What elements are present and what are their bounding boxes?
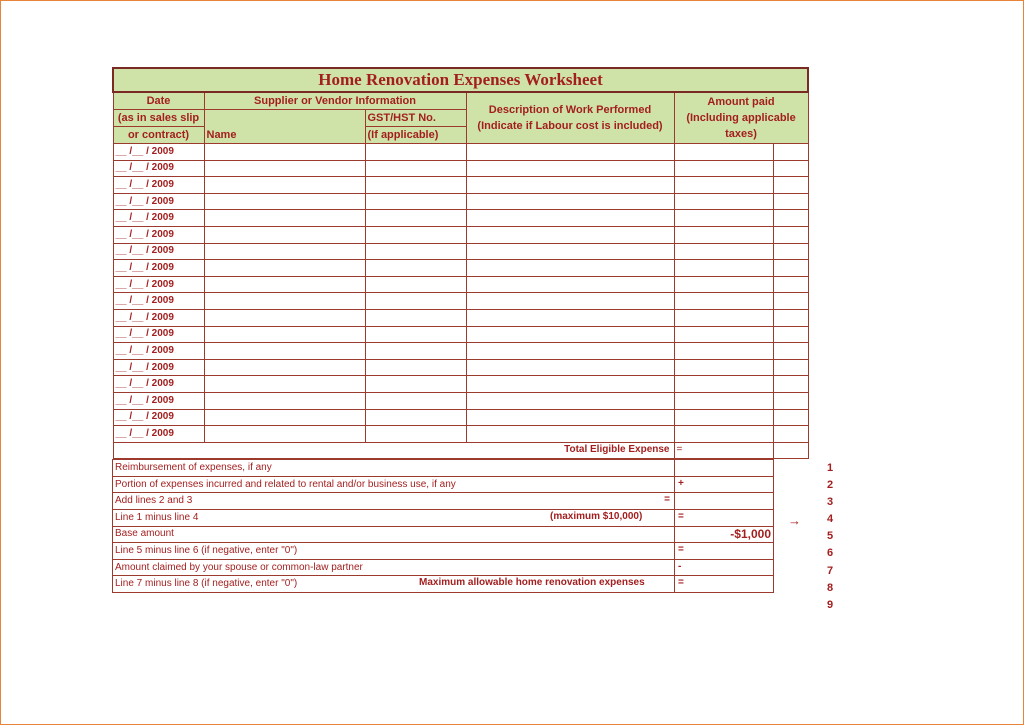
calc-line-value-cell[interactable] [675,510,774,527]
amount-extra-cell[interactable] [773,193,808,210]
table-row [113,426,808,443]
calc-line [113,526,774,543]
name-header-label: Name [206,129,237,141]
amount-extra-cell[interactable] [773,392,808,409]
line-numbers [822,460,838,614]
date-header-line3: or contract) [113,127,204,144]
table-row [113,160,808,177]
amount-extra-cell[interactable] [773,260,808,277]
description-cell[interactable] [466,426,674,443]
date-cell: __ /__ / 2009 [113,260,204,277]
amount-cell[interactable] [674,426,773,443]
calc-line-note: Maximum allowable home renovation expenses [419,577,645,589]
calc-line-label: Reimbursement of expenses, if any [115,462,272,474]
gst-cell[interactable] [365,210,466,227]
calc-line-label-cell [113,543,675,560]
gst-cell[interactable] [365,177,466,194]
calc-line-label: Line 1 minus line 4 [115,511,199,523]
description-cell[interactable] [466,309,674,326]
amount-cell[interactable] [674,193,773,210]
calc-line-label: Base amount [115,528,174,540]
expense-rows [113,144,808,443]
description-cell[interactable] [466,276,674,293]
amount-extra-cell[interactable] [773,326,808,343]
table-row [113,309,808,326]
table-row [113,326,808,343]
calc-line-label-cell [113,510,675,527]
amount-cell[interactable] [674,226,773,243]
gst-cell[interactable] [365,343,466,360]
table-row [113,392,808,409]
date-header-line2: (as in sales slip [113,110,204,127]
description-cell[interactable] [466,160,674,177]
date-cell: __ /__ / 2009 [113,276,204,293]
calc-line-label: Amount claimed by your spouse or common-law partner [115,561,363,573]
date-cell: __ /__ / 2009 [113,226,204,243]
expense-table [112,67,809,459]
gst-cell[interactable] [365,359,466,376]
line-number: 2 [826,479,834,492]
table-row [113,226,808,243]
date-cell: __ /__ / 2009 [113,309,204,326]
amount-cell[interactable] [674,293,773,310]
calc-line-note: = [664,494,670,506]
description-cell[interactable] [466,226,674,243]
description-cell[interactable] [466,144,674,161]
calc-line-label-cell [113,576,675,593]
amount-extra-cell[interactable] [773,160,808,177]
gst-cell[interactable] [365,243,466,260]
date-cell: __ /__ / 2009 [113,144,204,161]
calc-line-label-cell [113,460,675,477]
total-row [113,442,808,459]
calculation-table [112,459,774,593]
amount-extra-cell[interactable] [773,226,808,243]
total-label: Total Eligible Expense [113,442,674,459]
gst-cell[interactable] [365,409,466,426]
calc-line-label-cell [113,493,675,510]
calc-line [113,510,774,527]
table-row [113,260,808,277]
name-cell[interactable] [204,293,365,310]
calc-line [113,543,774,560]
calc-line-label-cell [113,526,675,543]
gst-header-line1: GST/HST No. [365,110,466,127]
calc-line-label: Add lines 2 and 3 [115,495,193,507]
date-cell: __ /__ / 2009 [113,376,204,393]
calc-line [113,460,774,477]
description-cell[interactable] [466,260,674,277]
line-number: 5 [826,530,834,543]
calc-line-label: Portion of expenses incurred and related to rental and/or business use, if any [115,478,456,490]
calc-line-note: (maximum $10,000) [550,511,643,523]
table-row [113,276,808,293]
name-cell[interactable] [204,144,365,161]
worksheet [112,67,807,593]
gst-cell[interactable] [365,193,466,210]
calc-line-operator: = [678,577,684,589]
date-cell: __ /__ / 2009 [113,210,204,227]
calc-line-label: Line 5 minus line 6 (if negative, enter "0") [115,545,298,557]
amount-extra-cell[interactable] [773,276,808,293]
calc-line-operator: + [678,477,684,489]
amount-header-line3: taxes) [725,128,757,140]
description-cell[interactable] [466,376,674,393]
description-cell[interactable] [466,243,674,260]
table-row [113,293,808,310]
calc-line-value-cell[interactable] [675,543,774,560]
calc-line-label-cell [113,476,675,493]
date-cell: __ /__ / 2009 [113,193,204,210]
calc-line-value-cell[interactable] [675,493,774,510]
amount-cell[interactable] [674,309,773,326]
name-cell[interactable] [204,359,365,376]
name-cell[interactable] [204,260,365,277]
table-row [113,210,808,227]
gst-cell[interactable] [365,260,466,277]
total-extra-cell[interactable] [773,442,808,459]
line-number: 1 [826,462,834,474]
arrow-icon: → [788,513,801,528]
name-cell[interactable] [204,193,365,210]
gst-cell[interactable] [365,276,466,293]
line-number: 6 [826,547,834,560]
calc-line-value-cell[interactable] [675,460,774,477]
amount-extra-cell[interactable] [773,144,808,161]
name-cell[interactable] [204,309,365,326]
description-header [466,92,674,144]
amount-header [674,92,808,144]
calc-line-value-cell[interactable] [675,526,774,543]
amount-extra-cell[interactable] [773,243,808,260]
amount-extra-cell[interactable] [773,293,808,310]
calc-line [113,576,774,593]
date-cell: __ /__ / 2009 [113,359,204,376]
name-cell[interactable] [204,177,365,194]
line-number: 4 [826,513,834,526]
name-cell[interactable] [204,160,365,177]
gst-cell[interactable] [365,293,466,310]
date-cell: __ /__ / 2009 [113,177,204,194]
line-number: 3 [826,496,834,509]
gst-cell[interactable] [365,376,466,393]
amount-cell[interactable] [674,326,773,343]
name-cell[interactable] [204,210,365,227]
table-row [113,376,808,393]
description-cell[interactable] [466,359,674,376]
table-row [113,359,808,376]
line-number: 9 [826,598,834,611]
date-cell: __ /__ / 2009 [113,409,204,426]
calc-line-operator: = [678,511,684,523]
calc-line-value-cell[interactable] [675,559,774,576]
name-cell[interactable] [204,326,365,343]
date-cell: __ /__ / 2009 [113,243,204,260]
line-number: 7 [826,564,834,577]
description-cell[interactable] [466,392,674,409]
date-cell: __ /__ / 2009 [113,343,204,360]
worksheet-title: Home Renovation Expenses Worksheet [113,68,808,92]
description-cell[interactable] [466,343,674,360]
amount-cell[interactable] [674,260,773,277]
name-cell[interactable] [204,226,365,243]
gst-cell[interactable] [365,160,466,177]
amount-cell[interactable] [674,392,773,409]
calc-line-operator: = [678,544,684,556]
name-cell[interactable] [204,343,365,360]
gst-cell[interactable] [365,144,466,161]
date-cell: __ /__ / 2009 [113,392,204,409]
amount-extra-cell[interactable] [773,177,808,194]
total-eq: = [674,442,773,459]
calc-line [113,493,774,510]
amount-header-line2: (Including applicable [686,112,796,124]
amount-cell[interactable] [674,359,773,376]
amount-cell[interactable] [674,376,773,393]
date-cell: __ /__ / 2009 [113,426,204,443]
table-row [113,144,808,161]
date-cell: __ /__ / 2009 [113,326,204,343]
table-row [113,193,808,210]
calc-line-value-cell[interactable] [675,476,774,493]
calc-line-label-cell [113,559,675,576]
gst-cell[interactable] [365,226,466,243]
table-row [113,409,808,426]
amount-cell[interactable] [674,160,773,177]
calc-line-value: -$1,000 [730,526,771,541]
description-cell[interactable] [466,409,674,426]
amount-cell[interactable] [674,276,773,293]
line-number: 8 [826,581,834,594]
gst-cell[interactable] [365,326,466,343]
gst-cell[interactable] [365,392,466,409]
date-header-line1: Date [113,92,204,110]
date-cell: __ /__ / 2009 [113,160,204,177]
amount-cell[interactable] [674,243,773,260]
name-header [204,110,365,144]
amount-header-line1: Amount paid [707,96,775,108]
name-cell[interactable] [204,376,365,393]
amount-cell[interactable] [674,409,773,426]
amount-extra-cell[interactable] [773,409,808,426]
description-cell[interactable] [466,193,674,210]
amount-extra-cell[interactable] [773,426,808,443]
gst-header-line2: (If applicable) [365,127,466,144]
gst-cell[interactable] [365,309,466,326]
description-cell[interactable] [466,210,674,227]
description-header-line1: Description of Work Performed [488,104,652,116]
amount-extra-cell[interactable] [773,359,808,376]
amount-extra-cell[interactable] [773,343,808,360]
description-cell[interactable] [466,326,674,343]
supplier-header: Supplier or Vendor Information [204,92,466,110]
date-cell: __ /__ / 2009 [113,293,204,310]
calc-line [113,559,774,576]
amount-cell[interactable] [674,343,773,360]
gst-cell[interactable] [365,426,466,443]
table-row [113,177,808,194]
name-cell[interactable] [204,392,365,409]
amount-cell[interactable] [674,177,773,194]
table-row [113,343,808,360]
name-cell[interactable] [204,243,365,260]
amount-cell[interactable] [674,210,773,227]
calc-line-value-cell[interactable] [675,576,774,593]
calc-line-label: Line 7 minus line 8 (if negative, enter "0") [115,578,298,590]
description-cell[interactable] [466,293,674,310]
table-row [113,243,808,260]
calc-line-operator: - [678,560,682,572]
name-cell[interactable] [204,409,365,426]
description-cell[interactable] [466,177,674,194]
amount-cell[interactable] [674,144,773,161]
amount-extra-cell[interactable] [773,210,808,227]
calc-line [113,476,774,493]
amount-extra-cell[interactable] [773,376,808,393]
name-cell[interactable] [204,276,365,293]
amount-extra-cell[interactable] [773,309,808,326]
description-header-line2: (Indicate if Labour cost is included) [477,120,663,132]
name-cell[interactable] [204,426,365,443]
